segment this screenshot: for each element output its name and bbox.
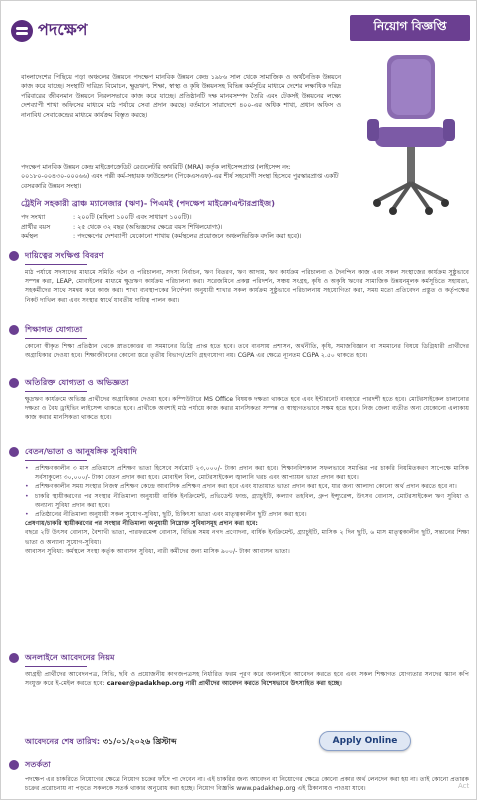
section-salary [9,445,469,556]
section-body: ক্ষুদ্রঋণ কার্যক্রমে অভিজ্ঞ প্রার্থীদের অগ্রাধিকার দেওয়া হবে। কম্পিউটারে MS Office বিষয়ক দক্ষতা থাকতে হবে এবং ইন্টারনেট ব্যবহারে পারদর্শী হতে হবে। মোটরসাইকেল চালানোর দক্ষতা ও বৈধ ড্রাইভিং লাইসেন্স থাকতে হবে। প্রার্থীকে অবশ্যই মাঠ পর্যায়ে কাজ করার মানসিকতা সম্পন্ন ও স্বাস্থ্যগতভাবে সক্ষম হতে হবে। নিজ জেলা ব্যতীত অন্য যেকোনো এলাকায় কাজ করার মানসিকতা থাকতে হবে। [25,396,469,422]
apply-online-button[interactable]: Apply Online [319,731,411,751]
deadline-date: ৩১/০১/২০২৬ খ্রিস্টাব্দ [102,737,177,746]
briefcase-icon [9,251,19,261]
benefits-text: বছরে ২টি উৎসব বোনাস, বৈশাখী ভাতা, পারফরমেন্স বোনাস, বিভিন্ন সময় নগদ প্রণোদনা, বার্ষিক ইনক্রিমেন্ট, গ্র্যাচুইটি, মাসিক ২ দিন ছুটি, ৬ মাস মাতৃত্বকালীন ছুটি, সন্তানের শিক্ষা ভাতা ও অন্যান্য সুযোগ-সুবিধা। [25,529,469,546]
job-details [21,213,341,242]
job-row-age [21,223,341,233]
section-additional [9,376,469,423]
section-body: মাঠ পর্যায়ে সদস্যদের মাধ্যমে সমিতি গঠন ও পরিচালনা, সদস্য নির্বাচন, ঋণ বিতরণ, ঋণ আদায়, ঋণ কার্যক্রম পরিচালনা ও দৈনন্দিন কাজ এবং সকল সংস্থাজের কার্যক্রম সুষ্ঠুভাবে সম্পন্ন করা, LEAP, মোবাইলের মাধ্যমে ক্ষুদ্রঋণ কার্যক্রম পরিচালনা করা। সরেজমিনে প্রকল্প পরিদর্শন, সঞ্চয় সংগ্রহ, কৃষি ও অকৃষি ঋণের সামাজিক উন্নয়নমূলক কর্মসূচিতে সহায়তা, সহকর্মীদের সাথে সমন্বয় করে কাজ করা। শাখা ব্যবস্থাপকের নির্দেশনা অনুযায়ী শাখার সকল কার্যক্রম সুষ্ঠুভাবে পরিচালনায় সহযোগিতা করা, সময় মতো প্রতিবেদন প্রস্তুত ও কর্তৃপক্ষের নিকট দাখিল করা এবং সংস্থার স্বার্থে যাবতীয় দায়িত্ব পালন করা। [25,269,469,304]
license-paragraph: পদক্ষেপ মানবিক উন্নয়ন কেন্দ্র মাইক্রোক্রেডিট রেগুলেটরি অথরিটি (MRA) কর্তৃক লাইসেন্সপ্রাপ্ত (লাইসেন্স নং: ০০১৮০-০০৪৩০-০০০৬৬) এবং পল্লী কর্ম-সহায়ক ফাউন্ডেশন (পিকেএসএফ)-এর শীর্ষ সহযোগী সংস্থা হিসেবে পুরস্কারপ্রাপ্ত একটি বেসরকারি উন্নয়ন সংস্থা। [21,164,339,190]
job-row-key: পদ সংখ্যা [21,214,46,221]
section-apply [9,651,469,688]
list-item: • প্রশিক্ষণকালীন সময় সংস্থার নিজস্ব প্রশিক্ষণ কেন্দ্রে আবাসিক প্রশিক্ষণ প্রদান করা হবে এবং যাতায়াত ভাতা প্রদান করা হবে, যার জন্য আলাদা কোনো অর্থ প্রদান করতে হবে না। [25,483,457,491]
job-row-key: কর্মস্থল [21,233,38,241]
job-row-posts [21,213,341,223]
salary-list [25,464,469,556]
section-title: সতর্কতা [25,758,51,769]
section-body: কোনো স্বীকৃত শিক্ষা প্রতিষ্ঠান থেকে স্নাতকোত্তর বা সমমানের ডিগ্রি প্রাপ্ত হতে হবে। তবে ব্যবসায় প্রশাসন, অর্থনীতি, কৃষি, সমাজবিজ্ঞান বা সমমানের বিষয়ে ডিগ্রিধারী প্রার্থীদের অগ্রাধিকার দেওয়া হবে। শিক্ষাজীবনের কোনো স্তরে তৃতীয় বিভাগ/শ্রেণি গ্রহণযোগ্য নয়। CGPA এর ক্ষেত্রে ন্যূনতম CGPA ২.৫০ থাকতে হবে। [25,343,469,360]
computer-icon [9,653,19,663]
notice-title: নিয়োগ বিজ্ঞপ্তি [350,15,470,41]
section-duties [9,249,469,305]
brand-name: পদক্ষেপ [38,20,88,39]
brand-logo [11,17,88,44]
activation-watermark: Act [458,782,470,790]
money-icon [9,447,19,457]
list-item: • চাকরি স্থায়ীকরণের পর সংস্থার নীতিমালা অনুযায়ী বার্ষিক ইনক্রিমেন্ট, প্রভিডেন্ট ফান্ড, গ্র্যাচুইটি, কল্যাণ তহবিল, গ্রুপ ইন্স্যুরেন্স, উৎসব বোনাস, মোটরসাইকেল ঋণ সুবিধা ও অন্যান্য সুবিধা প্রদান করা হবে। [25,492,469,509]
job-row-value: : ২৫ থেকে ৩২ বছর (অভিজ্ঞদের ক্ষেত্রে বয়স শিথিলযোগ্য)। [73,223,223,231]
section-body: পদক্ষেপ এর চাকরিতে নিয়োগের ক্ষেত্রে নিয়োগ চক্রের ফাঁদে পা দেবেন না। এই চাকরির জন্য আবেদন বা নিয়োগের ক্ষেত্রে কোনো প্রকার অর্থ লেনদেন করা হয় না। তাই কোনো প্রতারক চক্রের প্ররোচনায় না পড়তে সকলকে সতর্ক থাকার অনুরোধ করা হচ্ছে। নিয়োগ বিজ্ঞপ্তি www.padakhep.org এই ঠিকানায়ও পাওয়া যাবে। [25,776,469,793]
warning-icon [9,760,19,770]
job-row-location [21,232,341,242]
job-row-value: : পদক্ষেপের দেশব্যাপী যেকোনো শাখায় (কর্মস্থলের প্রয়োজনে অঞ্চলভিত্তিক বদলি করা হবে)। [73,233,302,241]
list-item: • প্রশিক্ষণকালীন ৩ মাস প্রতিমাসে প্রশিক্ষণ ভাতা হিসেবে সর্বমোট ২৩,০০০/- টাকা প্রদান করা হবে। শিক্ষানবিশকাল সফলভাবে সমাপ্তির পর চাকরি নিয়মিতকরণ সাপেক্ষে মাসিক সর্বসাকুল্যে ৩০,০০০/- টাকা বেতন প্রদান করা হবে। মোবাইল বিল, মোটরসাইকেল জ্বালানি খরচ এবং আপ্যায়ন ভাতা প্রদান করা হবে। [25,465,469,482]
section-title: দায়িত্বের সংক্ষিপ্ত বিবরণ [25,249,104,260]
graduation-cap-icon [9,325,19,335]
intro-paragraph: বাংলাদেশের পিছিয়ে পড়া অঞ্চলের উন্নয়নে পদক্ষেপ মানবিক উন্নয়ন কেন্দ্র ১৯৮৬ সাল থেকে সামাজিক ও অর্থনৈতিক উন্নয়নে কাজ করে যাচ্ছে। সংস্থাটি দারিদ্র্য বিমোচন, ক্ষুদ্রঋণ, শিক্ষা, স্বাস্থ্য ও কৃষি উন্নয়নসহ বিভিন্ন কর্মসূচির মাধ্যমে দেশের লক্ষাধিক দরিদ্র পরিবারের জীবনমান উন্নয়নে নিরলসভাবে কাজ করে যাচ্ছে। প্রতিষ্ঠানটি দক্ষ মানবসম্পদ তৈরি এবং টেকসই উন্নয়নের লক্ষ্যে দেশব্যাপী শাখা অফিসের মাধ্যমে মাঠ পর্যায়ে সেবা প্রদান করছে। বর্তমানে সারাদেশে ৪০০-এর অধিক শাখা, প্রধান অফিস ও নানাবিধ সেবাকেন্দ্রের মাধ্যমে কার্যক্রম বিস্তৃত করছে। [21,74,341,119]
deadline-label: আবেদনের শেষ তারিখ: [25,737,101,746]
section-education [9,323,469,360]
women-encouraged-note: নারী প্রার্থীদের আবেদন করতে বিশেষভাবে উৎসাহিত করা হচ্ছে। [185,680,342,688]
housing-text: আবাসন সুবিধা: কর্মস্থলে সংস্থা কর্তৃক আবাসন সুবিধা, নারী কর্মীদের জন্য মাসিক ৯০০/- টাকা আবাসন ভাতা। [25,547,290,555]
section-caution [9,758,469,793]
section-title: অনলাইনে আবেদনের নিয়ম [25,651,115,662]
benefits-heading: প্রেষণায়/চাকরি স্থায়ীকরণের পর সংস্থার নীতিমালা অনুযায়ী নিম্নোক্ত সুবিধাসমূহ প্রদান করা হবে: [25,520,258,528]
deadline [25,736,177,749]
career-email-link[interactable]: career@padakhep.org [106,680,184,688]
section-title: শিক্ষাগত যোগ্যতা [25,323,83,334]
logo-icon [11,20,33,42]
apply-instructions: আগ্রহী প্রার্থীদের আবেদনপত্র, সিভি, ছবি ও প্রয়োজনীয় কাগজপত্রসহ নির্ধারিত ফরম পূরণ করে অনলাইনে আবেদন করতে হবে এবং সকল শিক্ষাগত যোগ্যতার সনদের স্ক্যান কপি সংযুক্ত করে ই-মেইল করতে হবে: [25,671,469,688]
award-icon [9,378,19,388]
office-chair-illustration [353,49,469,229]
job-row-value: : ২০০টি (মহিলা ১০০টি এবং সাধারণ ১০০টি)। [73,214,192,221]
job-title: ট্রেইনি সহকারী ব্রাঞ্চ ম্যানেজার (ঋণ)- পিএমই (পদক্ষেপ মাইক্রোএন্টারপ্রাইজ) [21,198,275,208]
list-item: • প্রতিষ্ঠানের নীতিমালা অনুযায়ী সকল সুযোগ-সুবিধা, ছুটি, চিকিৎসা ভাতা এবং মাতৃত্বকালীন ছুটি প্রদান করা হবে। [25,511,307,519]
section-title: বেতন/ভাতা ও আনুষঙ্গিক সুবিধাদি [25,445,137,456]
job-row-key: প্রার্থীর বয়স [21,223,51,231]
section-title: অতিরিক্ত যোগ্যতা ও অভিজ্ঞতা [25,376,129,387]
